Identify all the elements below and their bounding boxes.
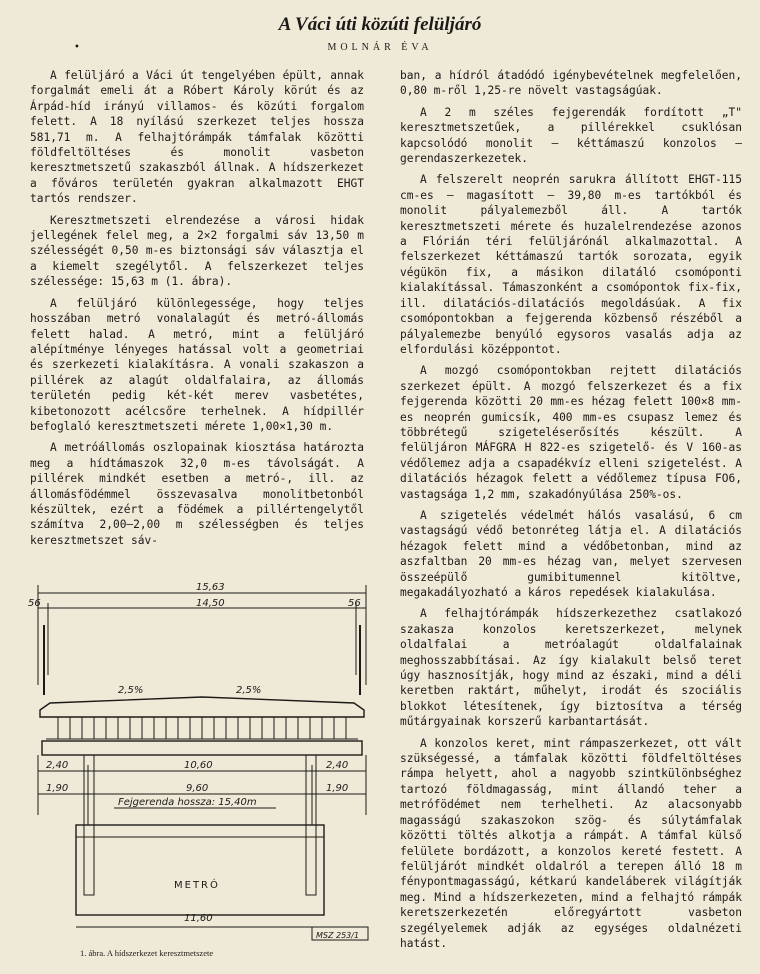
dim-total-label: 15,63 <box>196 582 225 593</box>
metro-tunnel <box>76 825 324 915</box>
paragraph: Keresztmetszeti elrendezése a városi hidak jellegének felel meg, a 2×2 forgalmi sáv 13,50 m szélességét 0,50 m-es biztonsági sáv választja el a kiemelt szegélytől. A felszerkezet teljes szélessége: 15,63 m (1. ábra). <box>30 213 364 289</box>
beam-length-label: Fejgerenda hossza: 15,40m <box>118 797 257 808</box>
paragraph: A felüljáró különlegessége, hogy teljes hosszában metró vonalalagút és metró-állomás felett halad. A metró, mint a felüljáró alépítménye lényeges hatással volt a geometriai és szerkezeti kialakításra. A vonali szakaszon a pillérek az alagút oldalfalaira, az állomás területén pedig két-két merev vasbetétes, kibetonozott acélcsőre terhelnek. A hídpillér befoglaló keresztmetszeti mérete 1,00×1,30 m. <box>30 296 364 433</box>
paragraph: ban, a hídról átadódó igénybevételnek megfelelően, 0,80 m-ről 1,25-re növelt vastagságúak. <box>400 69 742 98</box>
dim-190-right-label: 1,90 <box>326 783 349 794</box>
article-author: MOLNÁR ÉVA <box>327 42 433 53</box>
dim-inner-label: 14,50 <box>196 598 225 609</box>
left-column <box>30 68 364 554</box>
stamp-label: MSZ 253/1 <box>316 931 360 940</box>
dim-1060-label: 10,60 <box>184 760 213 771</box>
cross-section-drawing <box>26 575 376 945</box>
paragraph: A felhajtórámpák hídszerkezethez csatlakozó szakasza konzolos keretszerkezet, melynek oldalfalai a metróalagút oldalfalainak meghosszabbításai. Az így kialakult belső teret úgy hasznosítják, hogy mind az északi, mind a déli keretben raktárt, műhelyt, irodát és szociális blokkot létesítenek, így biztosítva a térség műtárgyainak korszerű karbantartását. <box>400 607 742 729</box>
right-column <box>400 68 742 957</box>
paragraph: A felüljáró a Váci út tengelyében épült, annak forgalmát emeli át a Róbert Károly körút és az Árpád-híd irányú villamos- és közúti forgalom felett. A 18 nyílású szerkezet teljes hossza 581,71 m. A felhajtórámpák támfalak közötti földfeltöltéses és monolit vasbeton keresztmetszetű szakaszból állnak. A hídszerkezet a főváros területén gyakran alkalmazott EHGT tartós rendszer. <box>30 69 364 206</box>
dim-960-label: 9,60 <box>186 783 209 794</box>
paragraph: A 2 m széles fejgerendák fordított „T" keresztmetszetűek, a pillérekkel csuklósan kapcsolódó monolit — kéttámaszú konzolos — gerendaszerkezetek. <box>400 105 742 166</box>
cross-head-beam <box>42 741 362 755</box>
dim-190-left-label: 1,90 <box>46 783 69 794</box>
paragraph: A konzolos keret, mint rámpaszerkezet, ott vált szükségessé, a támfalak közötti földfeltöltéses rámpa helyett, ahol a nagyobb szintkülönbséghez tartozó földmagasság, mint állandó teher a metrófödémet nem terhelheti. Az alacsonyabb magasságú szakaszokon szög- és súlytámfalak közötti töltés alkotja a rámpát. A támfal külső felülete bordázott, a konzolos kereté festett. A felüljárót mindkét oldalról a terepen álló 18 m fénypontmagasságú, kétkarú kandeláberek világítják meg. Mind a hídszerkezeten, mind a felhajtó rámpák keretszerkezetén előregyártott vasbeton szegélyelemek adják az egységes oldalnézeti hatást. <box>400 736 742 950</box>
bullet: • <box>74 42 80 53</box>
girder-ribs <box>58 717 346 739</box>
slope-right-label: 2,5% <box>236 685 262 696</box>
slope-left-label: 2,5% <box>118 685 144 696</box>
paragraph: A mozgó csomópontokban rejtett dilatációs szerkezet épült. A mozgó felszerkezet és a fix fejgerenda közötti 20 mm-es hézag felett 100×8 mm-es neoprén gumicsík, 400 mm-es csupasz lemez és többrétegű szigeteléserősítés készült. A felüljáron MÁFGRA H 822-es szigetelő- és V 160-as védőlemez adja a csapadékvíz elleni szigetelést. A dilatációs hézagok felett a védőlemez típusa FO6, vastagsága 1,2 mm, szakadónyúlása 250%-os. <box>400 364 742 501</box>
paragraph: A felszerelt neoprén sarukra állított EHGT-115 cm-es — magasított — 39,80 m-es tartókból és monolit pályalemezből áll. A tartók keresztmetszeti mérete és huzalelrendezése azonos a Flórián téri felüljárónál alkalmazottal. A felszerkezet kéttámaszú tartók sorozata, egyik végükön fix, a másikon dilatáló csomóponti kialakítással. Támaszonként a csomópontok fix-fix, ill. dilatációs-dilatációs megoldásúak. A fix csomópontokban a fejgerenda közbenső részéből a pályalemezbe benyúló egysoros vasalás adja az elfordulási középpontot. <box>400 173 742 356</box>
dim-56-right-label: 56 <box>348 598 361 609</box>
article-title: A Váci úti közúti felüljáró <box>278 14 482 35</box>
paragraph: A szigetelés védelmét hálós vasalású, 6 cm vastagságú védő betonréteg látja el. A dilatációs hézagok felett mind a védőbetonban, mind az aszfaltban 20 mm-es hézag van, melyet szervesen összeépülő gumibitumennel kitöltve, megakadályozható a káros repedések kialakulása. <box>400 508 742 599</box>
dim-1160-label: 11,60 <box>184 913 213 924</box>
deck-slab <box>40 697 364 717</box>
dim-240-left-label: 2,40 <box>46 760 69 771</box>
paragraph: A metróállomás oszlopainak kiosztása határozta meg a hídtámaszok 32,0 m-es távolságát. A pillérek mindkét esetben a metró-, ill. az állomásfödémmel összevasalva monolitbetonból készültek, ezért a födémek a pillértengelytől számítva 2,00—2,00 m szélességben és teljes keresztmetszet sáv- <box>30 441 364 547</box>
cross-section-figure <box>26 575 376 945</box>
metro-label: METRÓ <box>174 880 220 891</box>
figure-caption: 1. ábra. A hídszerkezet keresztmetszete <box>80 948 214 958</box>
dim-240-right-label: 2,40 <box>326 760 349 771</box>
dim-56-left-label: 56 <box>28 598 41 609</box>
